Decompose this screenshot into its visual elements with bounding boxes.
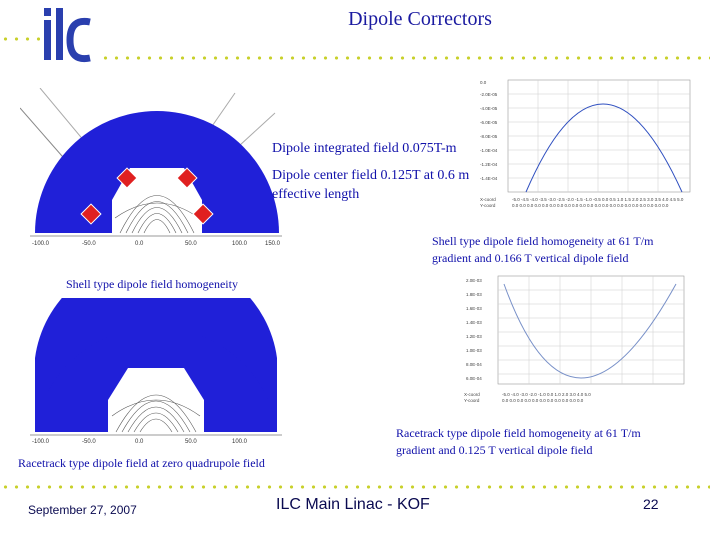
- racetrack-magnet-image: [20, 298, 290, 448]
- svg-text:X-coord: X-coord: [480, 197, 496, 202]
- top-left-dots: [0, 36, 40, 42]
- svg-text:1.4E-03: 1.4E-03: [466, 320, 482, 325]
- racetrack-zero-quad-caption: Racetrack type dipole field at zero quadrupole field: [18, 456, 265, 470]
- svg-text:100.0: 100.0: [232, 439, 248, 445]
- ilc-logo-graphic: [38, 4, 98, 64]
- svg-text:Y-coord: Y-coord: [464, 398, 480, 403]
- svg-text:-1.0E-04: -1.0E-04: [480, 148, 498, 153]
- shell-magnet-image: [20, 88, 290, 256]
- svg-text:6.0E-04: 6.0E-04: [466, 376, 482, 381]
- svg-text:X-coord: X-coord: [464, 392, 480, 397]
- svg-text:1.8E-03: 1.8E-03: [466, 292, 482, 297]
- svg-text:-100.0: -100.0: [32, 439, 50, 445]
- svg-text:8.0E-04: 8.0E-04: [466, 362, 482, 367]
- bottom-dots: [0, 484, 710, 490]
- racetrack-graph-caption-2: gradient and 0.125 T vertical dipole field: [396, 443, 593, 457]
- svg-text:100.0: 100.0: [232, 241, 248, 247]
- center-field-text: Dipole center field 0.125T at 0.6 m: [272, 168, 470, 183]
- svg-text:Y-coord: Y-coord: [480, 203, 496, 208]
- svg-text:-1.4E-04: -1.4E-04: [480, 176, 498, 181]
- ilc-logo: [38, 4, 98, 64]
- effective-length-text: effective length: [272, 187, 360, 202]
- svg-text:-50.0: -50.0: [82, 241, 96, 247]
- shell-homogeneity-caption: Shell type dipole field homogeneity: [66, 277, 238, 291]
- shell-graph-caption-1: Shell type dipole field homogeneity at 61 T/m: [432, 234, 654, 248]
- shell-homogeneity-graph: [478, 76, 694, 216]
- svg-text:-6.0E-05: -6.0E-05: [480, 120, 498, 125]
- svg-text:0.0: 0.0: [135, 439, 144, 445]
- svg-text:150.0: 150.0: [265, 241, 281, 247]
- svg-text:50.0: 50.0: [185, 241, 197, 247]
- svg-text:0.0: 0.0: [135, 241, 144, 247]
- svg-text:1.0E-03: 1.0E-03: [466, 348, 482, 353]
- footer-center: ILC Main Linac - KOF: [276, 496, 430, 513]
- svg-text:-1.2E-04: -1.2E-04: [480, 162, 498, 167]
- integrated-field-text: Dipole integrated field 0.075T-m: [272, 141, 457, 156]
- racetrack-graph-caption-1: Racetrack type dipole field homogeneity at 61 T/m: [396, 426, 641, 440]
- svg-text:1.6E-03: 1.6E-03: [466, 306, 482, 311]
- svg-text:1.2E-03: 1.2E-03: [466, 334, 482, 339]
- svg-text:-5.0 -4.0 -3.0 -2.0 -1.0 0.0 1: -5.0 -4.0 -3.0 -2.0 -1.0 0.0 1.0 2.0 3.0 4.0 5.0: [502, 392, 591, 397]
- svg-text:-5.0 -4.5 -4.0 -3.5 -3.0 -2.5: -5.0 -4.5 -4.0 -3.5 -3.0 -2.5 -2.0 -1.5 -1.0 -0.5 0.0 0.5 1.0 1.5 2.0 2.5 3.0 3.5 4.0 4.5 5.0: [512, 197, 684, 202]
- svg-text:50.0: 50.0: [185, 439, 197, 445]
- svg-text:-100.0: -100.0: [32, 241, 50, 247]
- svg-text:0.0: 0.0: [480, 80, 487, 85]
- svg-text:-8.0E-05: -8.0E-05: [480, 134, 498, 139]
- svg-text:-4.0E-05: -4.0E-05: [480, 106, 498, 111]
- top-dots: [100, 55, 710, 61]
- shell-graph-caption-2: gradient and 0.166 T vertical dipole field: [432, 251, 629, 265]
- svg-text:2.0E-03: 2.0E-03: [466, 278, 482, 283]
- svg-text:-2.0E-05: -2.0E-05: [480, 92, 498, 97]
- page-number: 22: [643, 496, 659, 512]
- svg-text:0.0 0.0 0.0 0.0 0.0 0.0 0.0 0.: 0.0 0.0 0.0 0.0 0.0 0.0 0.0 0.0 0.0 0.0 0.0: [502, 398, 584, 403]
- page-title: Dipole Correctors: [348, 8, 492, 30]
- svg-text:-50.0: -50.0: [82, 439, 96, 445]
- racetrack-homogeneity-graph: [462, 272, 690, 416]
- svg-text:0.0 0.0 0.0 0.0 0.0 0.0 0.0 0.: 0.0 0.0 0.0 0.0 0.0 0.0 0.0 0.0 0.0 0.0 0.0 0.0 0.0 0.0 0.0 0.0 0.0 0.0 0.0 0.0 0.0: [512, 203, 669, 208]
- footer-date: September 27, 2007: [28, 503, 137, 517]
